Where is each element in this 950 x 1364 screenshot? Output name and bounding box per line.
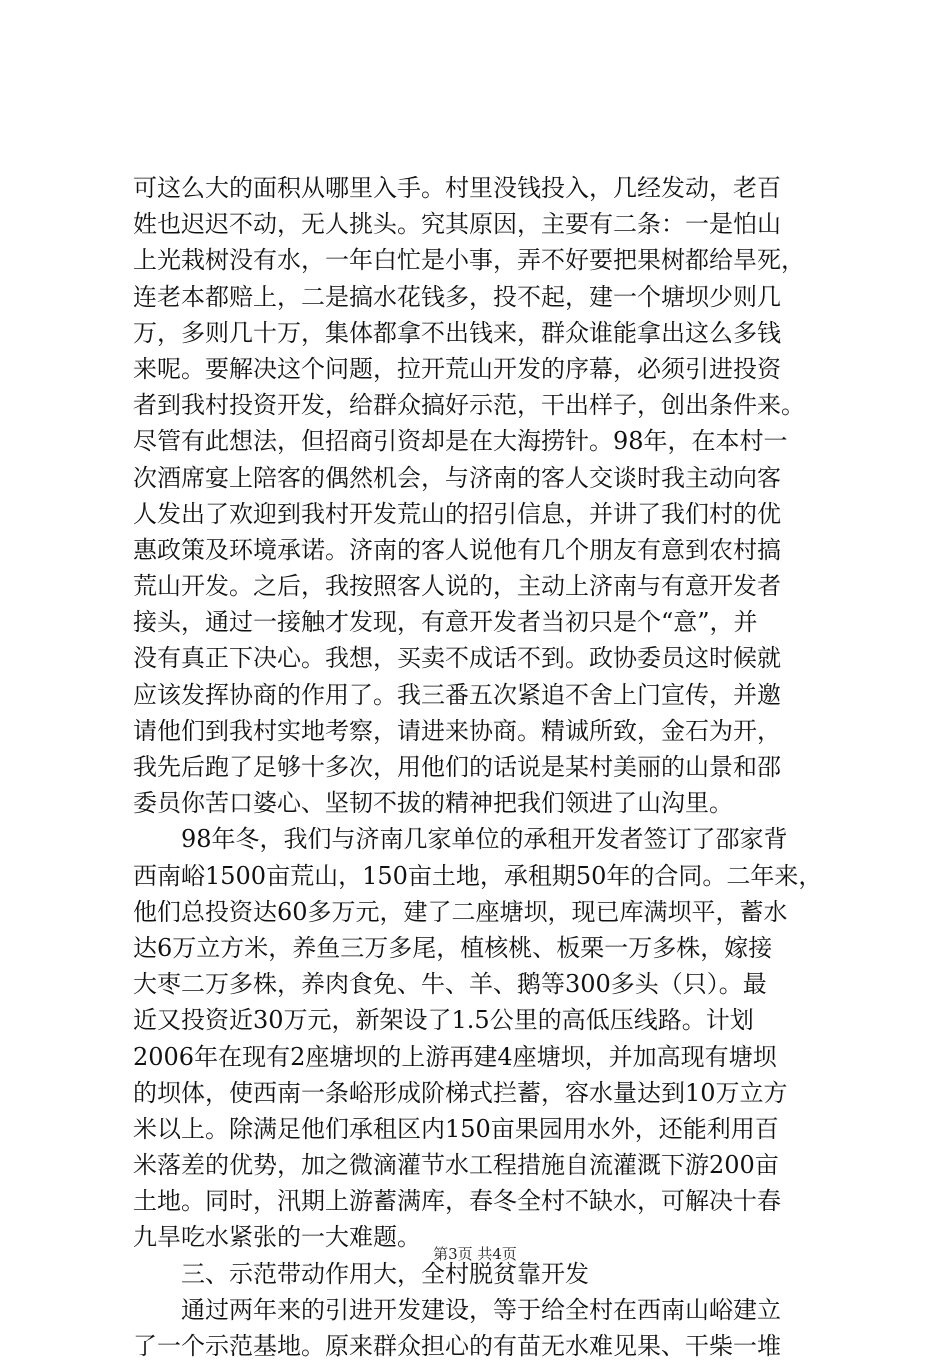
text-line: 请他们到我村实地考察，请进来协商。精诚所致，金石为开，	[133, 716, 781, 745]
text-line: 土地。同时，汛期上游蓄满库，春冬全村不缺水，可解决十春	[133, 1187, 781, 1216]
text-line: 了一个示范基地。原来群众担心的有苗无水难见果、干柴一堆	[133, 1332, 781, 1360]
text-line: 西南峪1500亩荒山，150亩土地，承租期50年的合同。二年来，	[133, 861, 823, 890]
text-line: 的坝体，使西南一条峪形成阶梯式拦蓄，容水量达到10万立方	[133, 1078, 788, 1107]
text-line: 通过两年来的引进开发建设，等于给全村在西南山峪建立	[181, 1295, 781, 1324]
section-heading: 三、示范带动作用大，全村脱贫靠开发	[181, 1259, 589, 1288]
text-line: 2006年在现有2座塘坝的上游再建4座塘坝，并加高现有塘坝	[133, 1042, 777, 1071]
text-line: 来呢。要解决这个问题，拉开荒山开发的序幕，必须引进投资	[133, 354, 781, 383]
text-line: 人发出了欢迎到我村开发荒山的招引信息，并讲了我们村的优	[133, 499, 781, 528]
text-line: 他们总投资达60多万元，建了二座塘坝，现已库满坝平，蓄水	[133, 897, 788, 926]
text-line: 米以上。除满足他们承租区内150亩果园用水外，还能利用百	[133, 1114, 779, 1143]
text-line: 姓也迟迟不动，无人挑头。究其原因，主要有二条：一是怕山	[133, 210, 781, 239]
text-line: 万，多则几十万，集体都拿不出钱来，群众谁能拿出这么多钱	[133, 318, 781, 347]
text-line: 九旱吃水紧张的一大难题。	[133, 1223, 421, 1252]
body-text	[133, 170, 833, 1364]
text-line: 应该发挥协商的作用了。我三番五次紧追不舍上门宣传，并邀	[133, 680, 781, 709]
text-line: 惠政策及环境承诺。济南的客人说他有几个朋友有意到农村搞	[133, 535, 781, 564]
text-line: 大枣二万多株，养肉食免、牛、羊、鹅等300多头（只）。最	[133, 970, 767, 999]
text-line: 达6万立方米，养鱼三万多尾，植核桃、板栗一万多株，嫁接	[133, 933, 773, 962]
text-line: 尽管有此想法，但招商引资却是在大海捞针。98年，在本村一	[133, 427, 788, 456]
text-line: 委员你苦口婆心、坚韧不拔的精神把我们领进了山沟里。	[133, 789, 733, 818]
text-line: 荒山开发。之后，我按照客人说的，主动上济南与有意开发者	[133, 572, 781, 601]
text-line: 可这么大的面积从哪里入手。村里没钱投入，几经发动，老百	[133, 174, 781, 202]
text-line: 次酒席宴上陪客的偶然机会，与济南的客人交谈时我主动向客	[133, 463, 781, 492]
text-line: 者到我村投资开发，给群众搞好示范，干出样子，创出条件来。	[133, 391, 805, 420]
text-line: 接头，通过一接触才发现，有意开发者当初只是个“意”，并	[133, 608, 758, 637]
text-line: 98年冬，我们与济南几家单位的承租开发者签订了邵家背	[181, 825, 788, 854]
page-number-footer: 第3页 共4页	[433, 1245, 517, 1263]
text-line: 没有真正下决心。我想，买卖不成话不到。政协委员这时候就	[133, 644, 781, 673]
text-line: 连老本都赔上，二是搞水花钱多，投不起，建一个塘坝少则几	[133, 282, 781, 311]
text-line: 我先后跑了足够十多次，用他们的话说是某村美丽的山景和邵	[133, 753, 781, 781]
text-line: 近又投资近30万元，新架设了1.5公里的高低压线路。计划	[133, 1006, 754, 1035]
text-line: 上光栽树没有水，一年白忙是小事，弄不好要把果树都给旱死，	[133, 246, 805, 275]
text-line: 米落差的优势，加之微滴灌节水工程措施自流灌溉下游200亩	[133, 1151, 779, 1180]
